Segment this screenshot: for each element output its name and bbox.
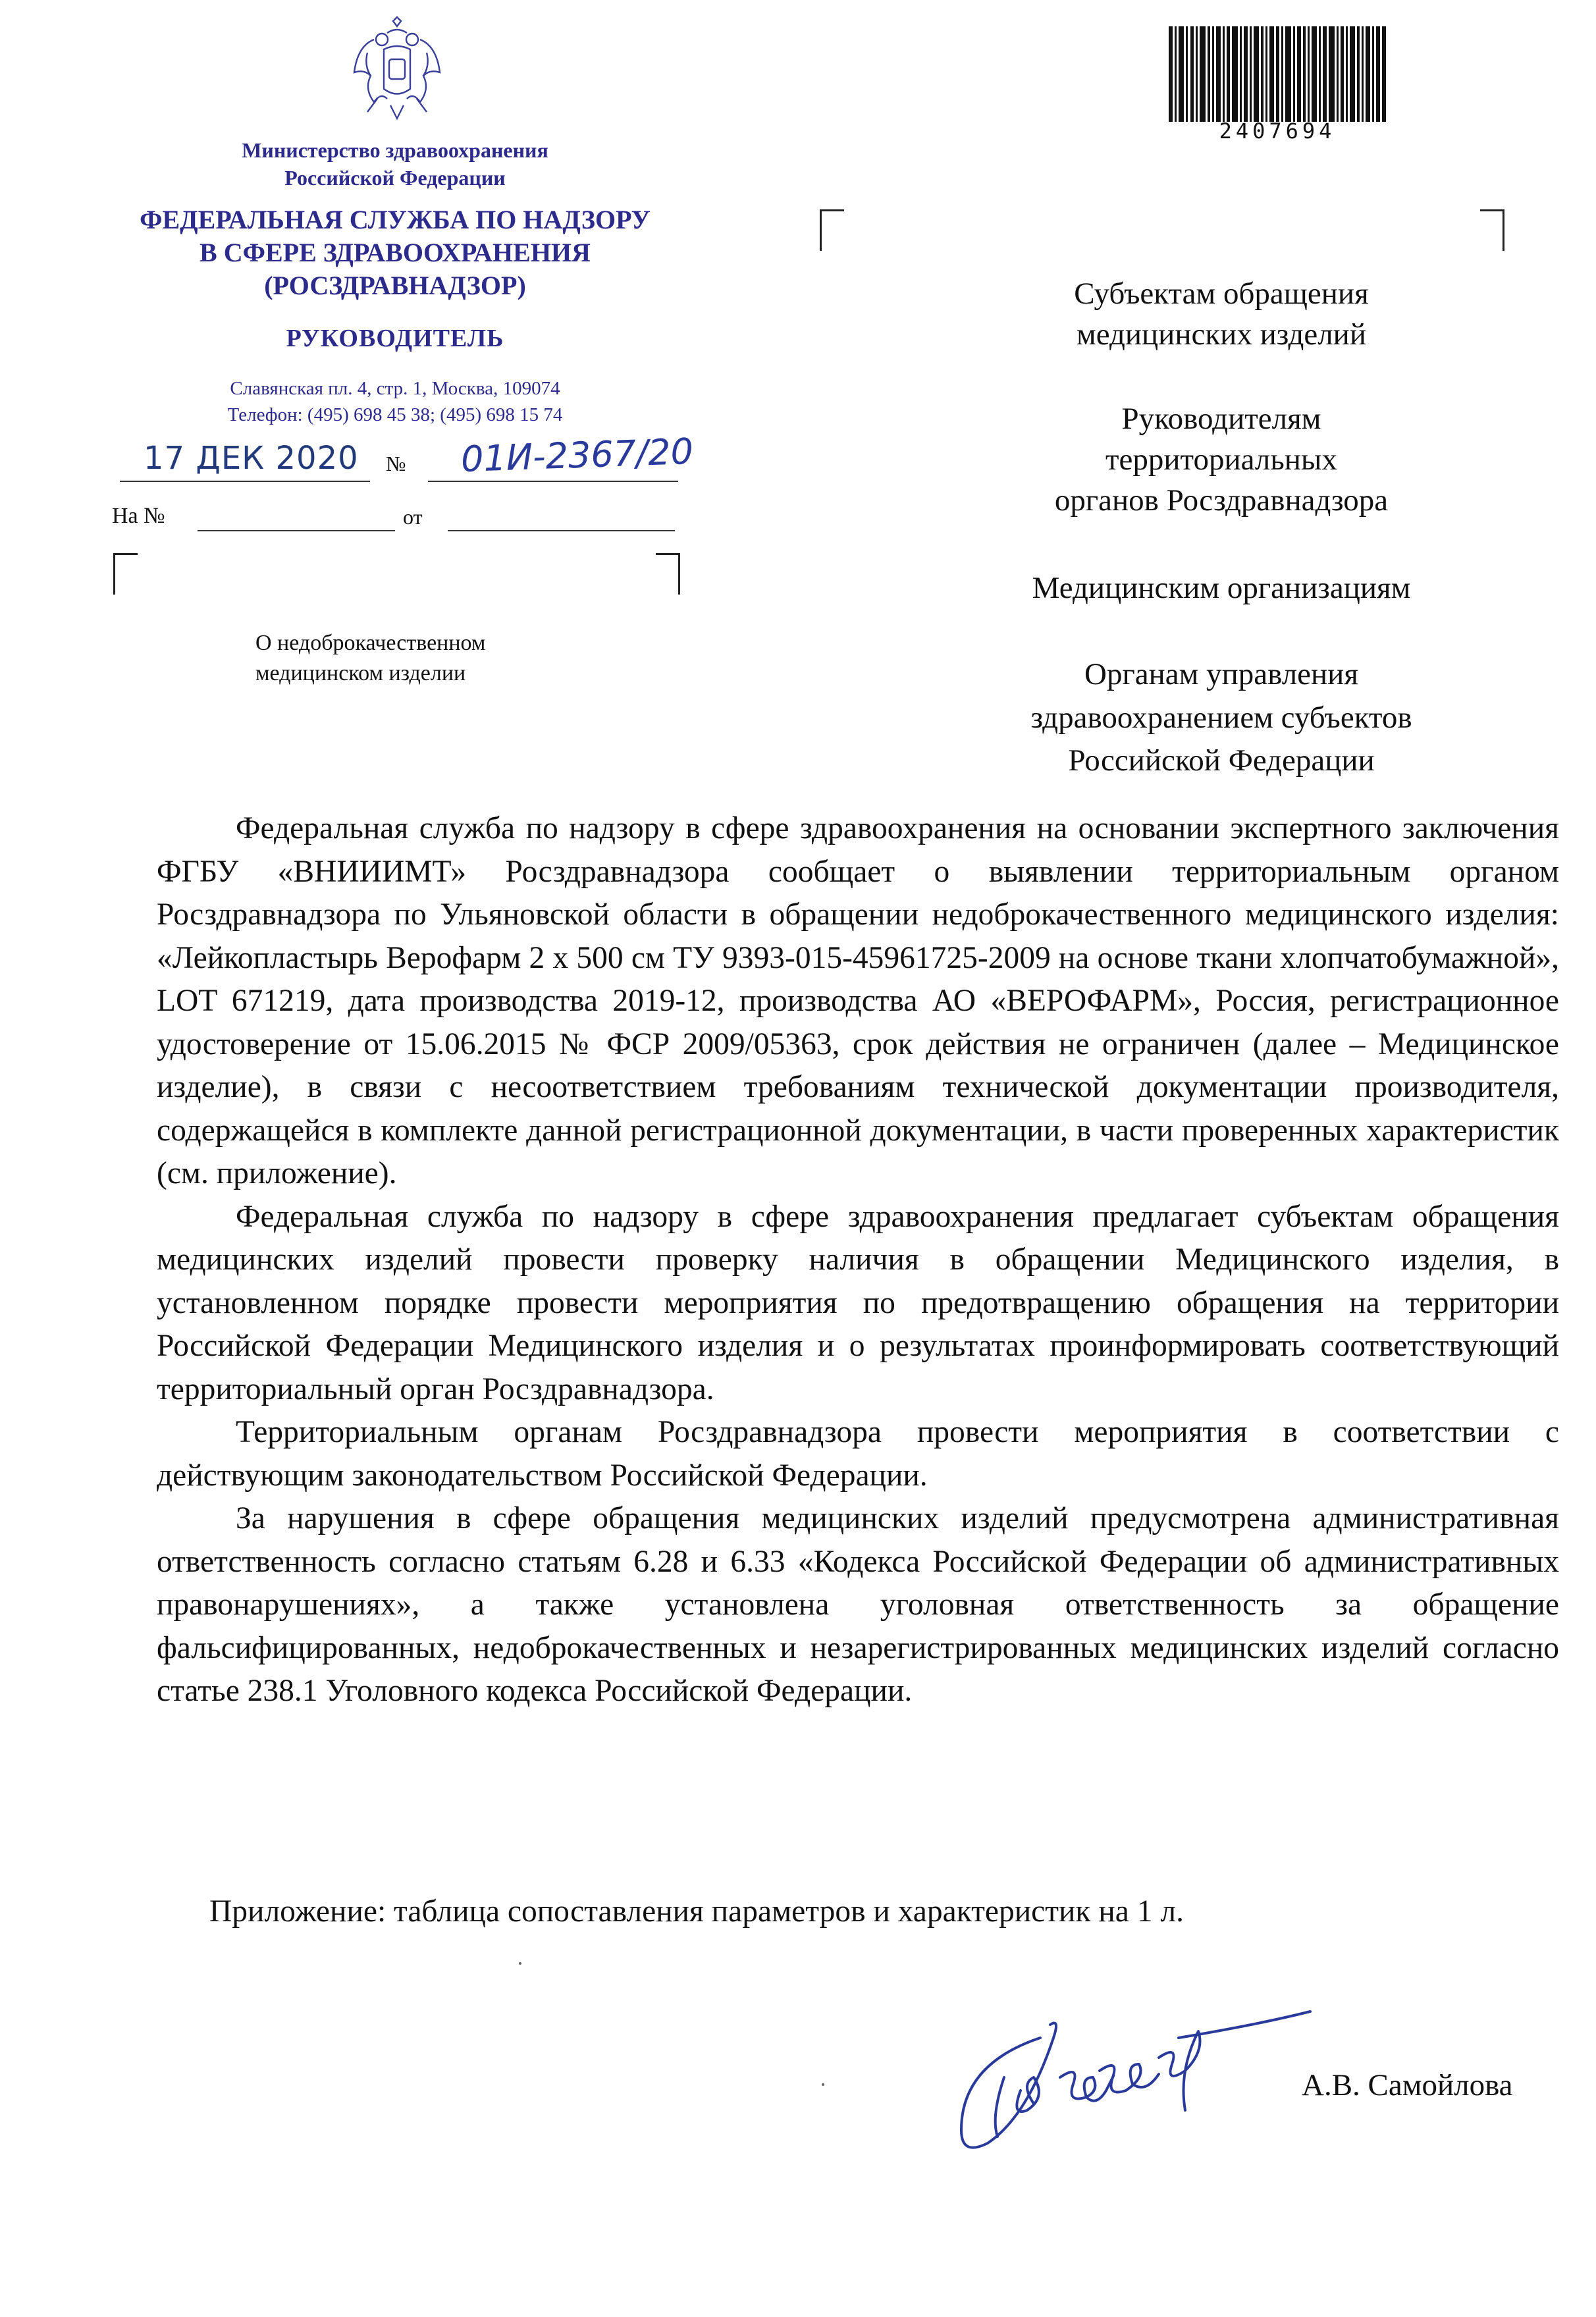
barcode xyxy=(1169,26,1386,122)
date-stamp: 17 ДЕК 2020 xyxy=(144,440,359,477)
service-name-line2: В СФЕРЕ ЗДРАВООХРАНЕНИЯ xyxy=(200,238,591,267)
reference-from-underline xyxy=(448,530,675,531)
subject-line1: О недоброкачественном xyxy=(255,631,486,655)
addressee-4-line3: Российской Федерации xyxy=(1068,743,1375,778)
body-paragraph-4: За нарушения в сфере обращения медицинских изделий предусмотрена административная ответственность согласно статьям 6.28 и 6.33 «Кодекса Российской Федерации об административных правонарушениях», а также установлена уголовная ответственность за обращение фальсифицированных, недоброкачественных и незарегистрированных медицинских изделий согласно статье 238.1 Уголовного кодекса Российской Федерации. xyxy=(157,1501,1559,1708)
address: Славянская пл. 4, стр. 1, Москва, 109074 xyxy=(230,378,560,399)
addressee-2-line2: территориальных xyxy=(1105,442,1338,477)
number-underline xyxy=(428,481,678,482)
corner-mark xyxy=(820,209,844,251)
ministry-name-line1: Министерство здравоохранения xyxy=(242,138,548,162)
addressee-3-line1: Медицинским организациям xyxy=(1032,571,1411,605)
corner-mark xyxy=(656,553,680,595)
scan-speck xyxy=(519,1962,521,1965)
scan-speck xyxy=(822,2083,824,2086)
addressee-1-line2: медицинских изделий xyxy=(1076,317,1366,352)
addressee-4-line2: здравоохранением субъектов xyxy=(1030,701,1412,735)
reference-underline xyxy=(198,530,395,531)
state-emblem-icon xyxy=(348,13,446,132)
body-paragraph-2: Федеральная служба по надзору в сфере здравоохранения предлагает субъектам обращения медицинских изделий провести проверку наличия в обращении Медицинского изделия, в установленном порядке провести мероприятия по предотвращению обращения на территории Российской Федерации Медицинского изделия и о результатах проинформировать соответствующий территориальный орган Росздравнадзора. xyxy=(157,1199,1559,1406)
barcode-number: 2407694 xyxy=(1219,119,1336,144)
body-paragraph-1: Федеральная служба по надзору в сфере здравоохранения на основании экспертного заключения ФГБУ «ВНИИИМТ» Росздравнадзора сообщает о выявлении территориальным органом Росздравнадзора по Ульяновской области в обращении недоброкачественного медицинского изделия: «Лейкопластырь Верофарм 2 х 500 см ТУ 9393-015-45961725-2009 на основе ткани хлопчатобумажной», LOT 671219, дата производства 2019-12, производства АО «ВЕРОФАРМ», Россия, регистрационное удостоверение от 15.06.2015 № ФСР 2009/05363, срок действия не ограничен (далее – Медицинское изделие), в связи с несоответствием требованиям технической документации производителя, содержащейся в комплекте данной регистрационной документации, в части проверенных характеристик (см. приложение). xyxy=(157,811,1559,1190)
addressee-4-line1: Органам управления xyxy=(1084,657,1358,691)
subject-line2: медицинском изделии xyxy=(255,661,466,685)
reference-from-label: от xyxy=(403,505,423,529)
body-paragraph-3: Территориальным органам Росздравнадзора провести мероприятия в соответствии с действующим законодательством Российской Федерации. xyxy=(157,1415,1559,1493)
addressee-1-line1: Субъектам обращения xyxy=(1074,277,1369,311)
letter-body xyxy=(157,807,1559,1713)
registration-number: 01И-2367/20 xyxy=(460,430,694,481)
date-underline xyxy=(120,481,370,482)
phone: Телефон: (495) 698 45 38; (495) 698 15 74 xyxy=(227,404,563,425)
addressee-2-line1: Руководителям xyxy=(1121,402,1321,436)
corner-mark xyxy=(113,553,138,595)
signer-name: А.В. Самойлова xyxy=(1302,2068,1513,2102)
service-name-line1: ФЕДЕРАЛЬНАЯ СЛУЖБА ПО НАДЗОРУ xyxy=(140,205,651,234)
addressee-2-line3: органов Росздравнадзора xyxy=(1054,483,1389,518)
reference-label: На № xyxy=(112,504,165,528)
number-label: № xyxy=(386,452,406,475)
service-name-line3: (РОСЗДРАВНАДЗОР) xyxy=(264,271,526,300)
head-title: РУКОВОДИТЕЛЬ xyxy=(286,325,504,352)
ministry-name-line2: Российской Федерации xyxy=(284,166,506,190)
attachment-note: Приложение: таблица сопоставления параметров и характеристик на 1 л. xyxy=(209,1894,1184,1929)
corner-mark xyxy=(1480,209,1504,251)
